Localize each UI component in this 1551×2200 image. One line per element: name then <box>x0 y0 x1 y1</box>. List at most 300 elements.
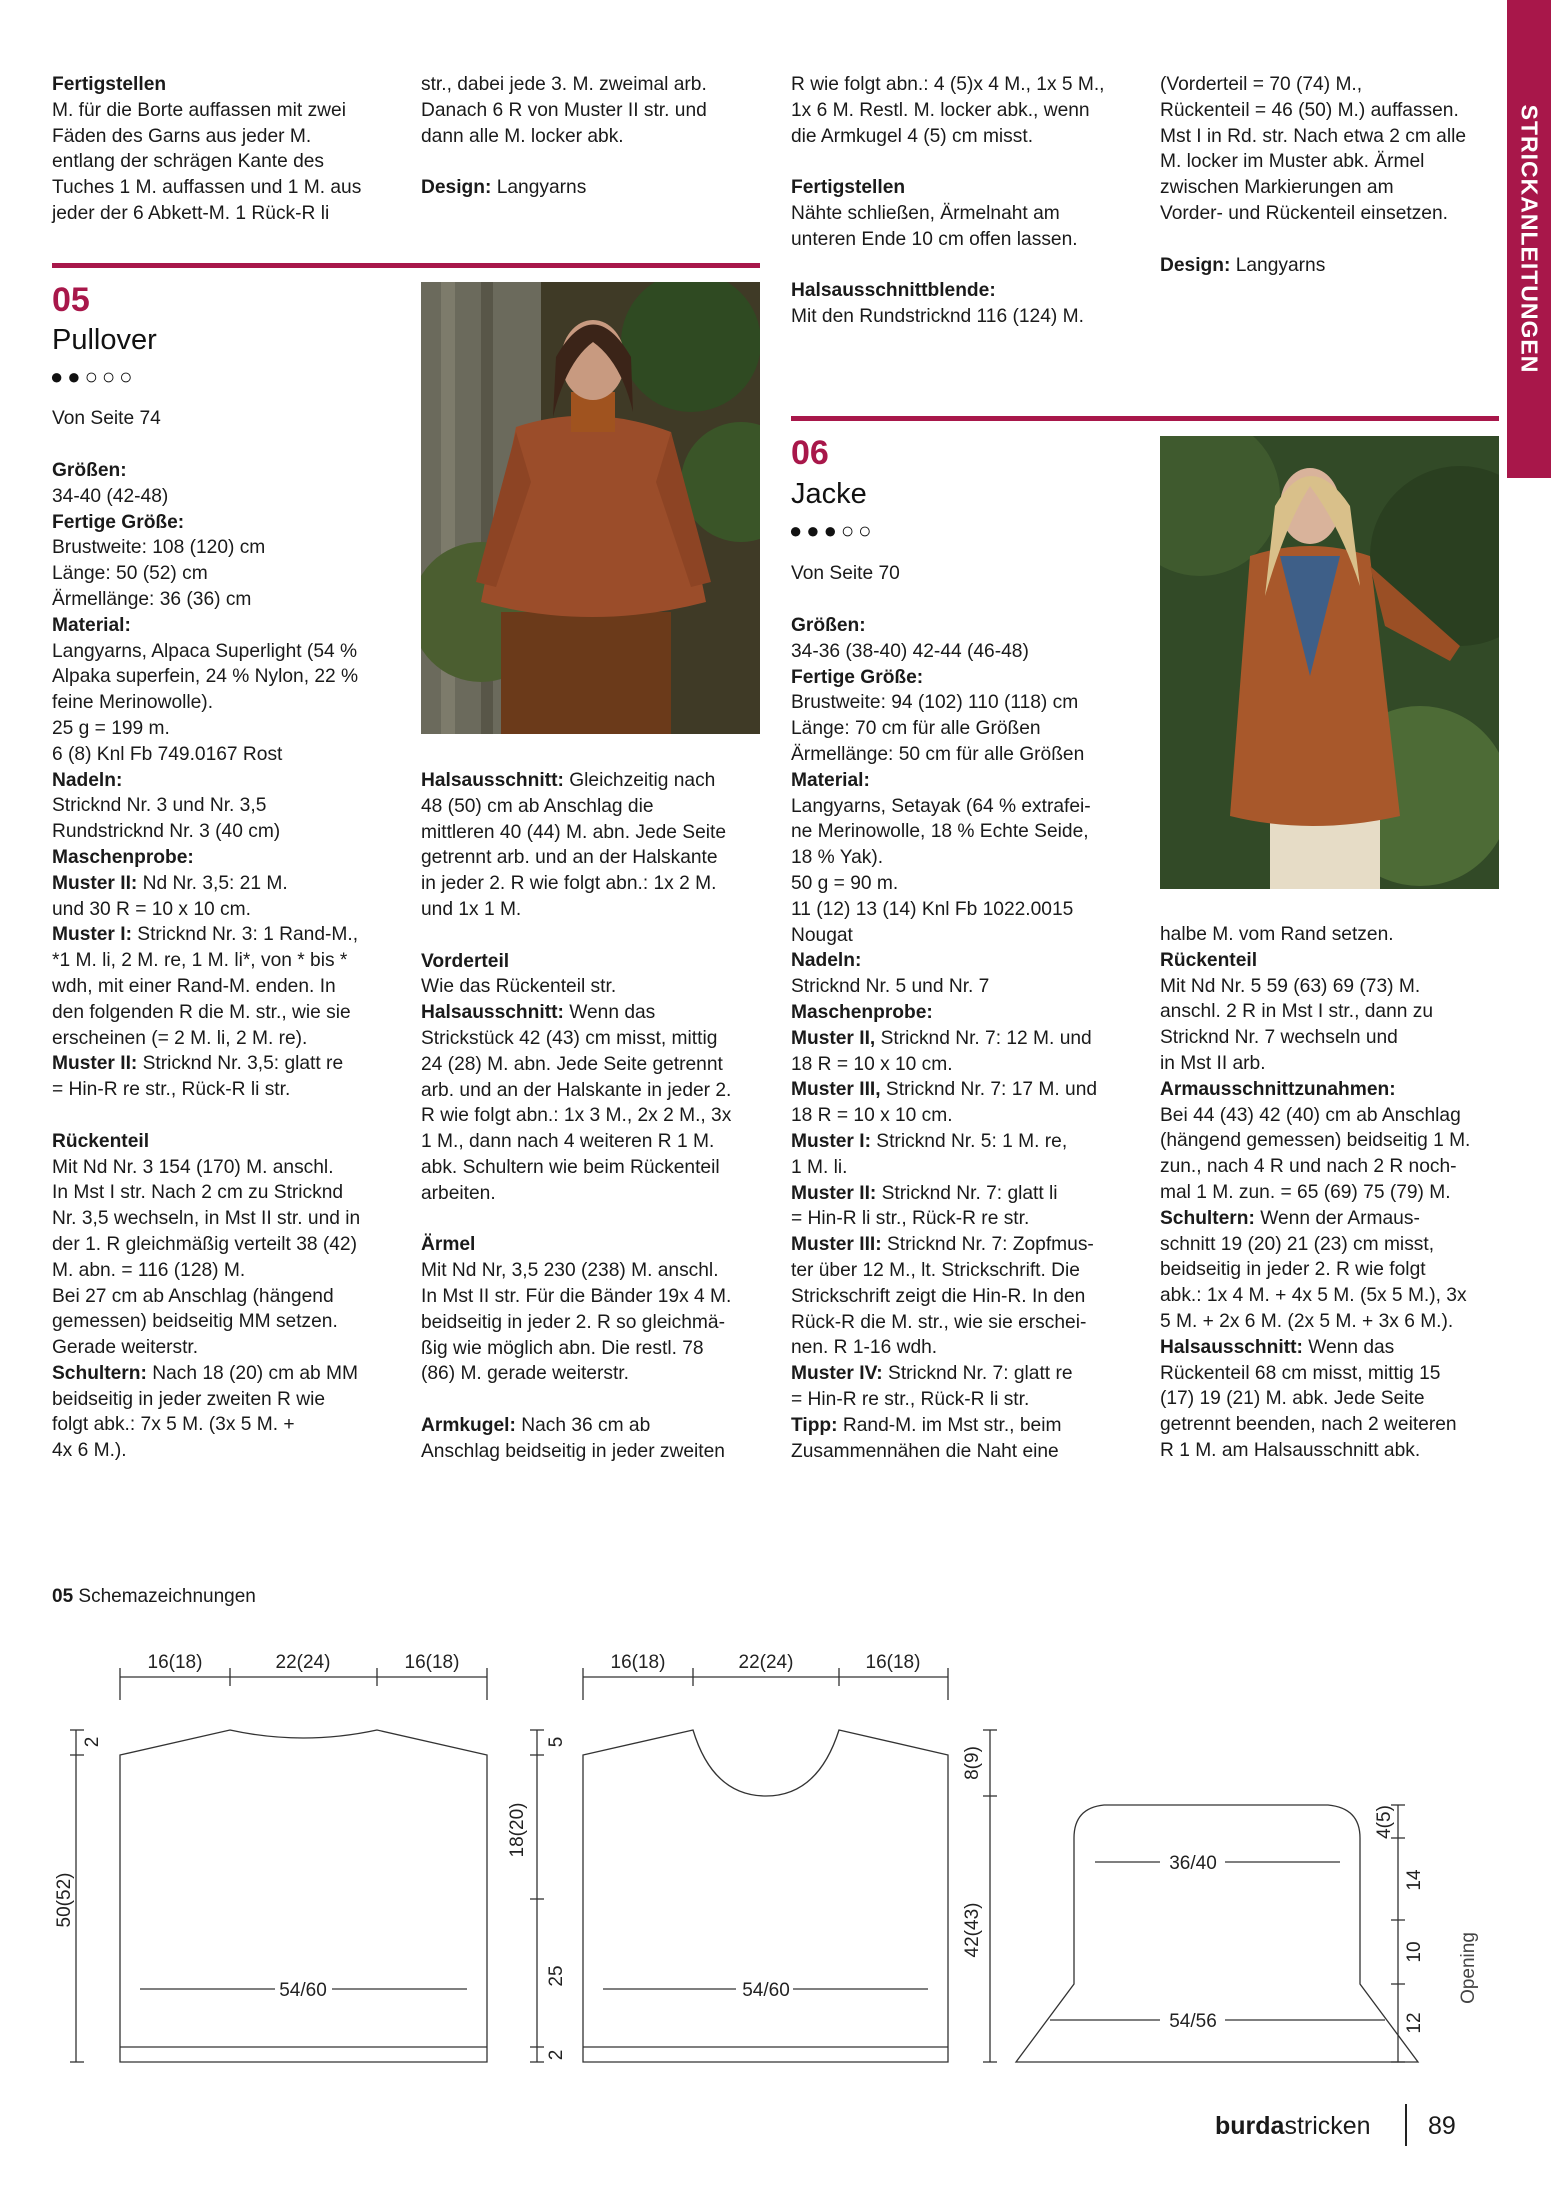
bold-label: Armausschnittzunahmen: <box>1160 1078 1396 1100</box>
brand-bold: burda <box>1215 2112 1285 2140</box>
text-line <box>52 690 394 716</box>
column-2-top <box>421 72 763 201</box>
line-text: Rückenteil = 46 (50) M.) auffassen. <box>1160 99 1459 121</box>
line-text: 18 R = 10 x 10 cm. <box>791 1053 953 1075</box>
sleeve-seg-1: 14 <box>1404 1869 1425 1891</box>
line-text: Strickn​d Nr. 3,5: glatt re <box>137 1053 344 1075</box>
sleeve-bottom-width: 54/56 <box>1169 2011 1217 2032</box>
text-line <box>791 690 1133 716</box>
text-line <box>421 98 763 124</box>
line-text: Nd Nr. 3,5: 21 M. <box>137 872 288 894</box>
text-line <box>1160 1335 1502 1361</box>
text-line <box>1160 1154 1502 1180</box>
line-text: der 1. R gleichmäßig verteilt 38 (42) <box>52 1233 357 1255</box>
text-line <box>421 1052 763 1078</box>
text-line <box>791 201 1133 227</box>
caption-text: Schemazeichnungen <box>73 1586 256 1607</box>
text-line <box>421 1439 763 1465</box>
line-text: Mit Nd Nr. 5 59 (63) 69 (73) M. <box>1160 975 1421 997</box>
sleeve-seg-3: 12 <box>1404 2012 1425 2034</box>
line-text: Rundstricknd Nr. 3 (40 cm) <box>52 821 281 843</box>
text-line <box>52 1000 394 1026</box>
line-text: R 1 M. am Halsausschnitt abk. <box>1160 1439 1421 1461</box>
line-text: Mit den Rundstricknd 116 (124) M. <box>791 306 1084 328</box>
line-text: Strickn​d Nr. 7 wechseln und <box>1160 1027 1398 1049</box>
bold-label: Größen: <box>52 460 127 481</box>
line-text: beidseitig in jeder zweiten R wie <box>52 1388 326 1410</box>
line-text: zwischen Markierungen am <box>1160 177 1394 199</box>
line-text: 34-36 (38-40) 42-44 (46-48) <box>791 640 1029 662</box>
line-text: Mit Nd Nr. 3 154 (170) M. anschl. <box>52 1156 334 1178</box>
line-text: nen. R 1-16 wdh. <box>791 1337 938 1359</box>
text-line <box>1160 1051 1502 1077</box>
from-page <box>791 561 1133 587</box>
line-text: Rand-M. im Mst str., beim <box>837 1414 1062 1436</box>
line-text: (17) 19 (21) M. abk. Jede Seite <box>1160 1388 1425 1410</box>
from-page-text: Von Seite 70 <box>791 563 900 584</box>
line-text: Langyarns, Setayak (64 % extrafei- <box>791 795 1091 817</box>
pattern-06-number: 06 <box>791 434 829 472</box>
text-line <box>52 149 394 175</box>
line-text: Wenn der Armaus- <box>1254 1207 1420 1229</box>
bold-label: Tipp: <box>791 1414 838 1436</box>
text-line <box>52 1051 394 1077</box>
text-line <box>421 974 763 1000</box>
bold-label: Muster II: <box>791 1182 877 1204</box>
line-text: Mst I in Rd. str. Nach etwa 2 cm alle <box>1160 125 1467 147</box>
line-text: Gerade weiterstr. <box>52 1337 199 1359</box>
bold-label: Material: <box>791 769 870 791</box>
text-line <box>1160 201 1502 227</box>
text-line <box>52 458 394 484</box>
sleeve-cap-height: 4(5) <box>1374 1805 1395 1839</box>
line-text: Bei 44 (43) 42 (40) cm ab Anschlag <box>1160 1104 1461 1126</box>
text-line <box>1160 948 1502 974</box>
line-text: dann alle M. locker abk. <box>421 125 624 147</box>
bold-label: Rückenteil <box>52 1130 150 1152</box>
text-line <box>52 664 394 690</box>
line-text: 1 M. li. <box>791 1156 848 1178</box>
text-line <box>791 1232 1133 1258</box>
text-line <box>791 613 1133 639</box>
text-line <box>421 1129 763 1155</box>
text-line <box>791 175 1133 201</box>
text-line <box>421 1181 763 1207</box>
line-text: 48 (50) cm ab Anschlag die <box>421 795 654 817</box>
line-text: (Vorderteil = 70 (74) M., <box>1160 74 1363 95</box>
text-line <box>791 1206 1133 1232</box>
text-line <box>791 845 1133 871</box>
text-line <box>1160 149 1502 175</box>
line-text: = Hin-R re str., Rück-R li str. <box>52 1079 291 1101</box>
line-text: Länge: 50 (52) cm <box>52 563 208 585</box>
bold-label: Halsausschnitt: <box>421 770 564 791</box>
jacket-photo <box>1160 436 1499 889</box>
bold-label: Nadeln: <box>52 769 123 791</box>
line-text: schnitt 19 (20) 21 (23) cm misst, <box>1160 1233 1435 1255</box>
pattern-06-title: Jacke <box>791 478 867 510</box>
line-text: in jeder 2. R wie folgt abn.: 1x 2 M. <box>421 873 717 895</box>
text-line <box>421 1026 763 1052</box>
text-line <box>52 1335 394 1361</box>
line-text: wdh, mit einer Rand-M. enden. In <box>52 975 336 997</box>
line-text: arb. und an der Halskante in jeder 2. <box>421 1079 732 1101</box>
line-text: halbe M. vom Rand setzen. <box>1160 924 1394 945</box>
line-text: Länge: 70 cm für alle Größen <box>791 718 1041 740</box>
sleeve-seg-2: 10 <box>1404 1941 1425 1963</box>
line-text: anschl. 2 R in Mst I str., dann zu <box>1160 1001 1434 1023</box>
text-line <box>791 1077 1133 1103</box>
text-line <box>791 819 1133 845</box>
text-line <box>1160 72 1502 98</box>
schematic-caption <box>52 1586 256 1608</box>
line-text: abk. Schultern wie beim Rückenteil <box>421 1156 720 1178</box>
line-text: 1 M., dann nach 4 weiteren R 1 M. <box>421 1131 715 1153</box>
from-page-text: Von Seite 74 <box>52 408 161 429</box>
text-line <box>1160 1077 1502 1103</box>
line-text: Rück-R die M. str., wie sie erschei- <box>791 1311 1087 1333</box>
text-line <box>52 1180 394 1206</box>
text-line <box>791 1335 1133 1361</box>
line-text: gemessen) beidseitig MM setzen. <box>52 1311 338 1333</box>
line-text: Brustweite: 108 (120) cm <box>52 537 266 559</box>
line-text: ter über 12 M., lt. Strickschrift. Die <box>791 1259 1080 1281</box>
line-text: in Mst II arb. <box>1160 1052 1266 1074</box>
column-4-top <box>1160 72 1502 278</box>
line-text: Strickschrift zeigt die Hin-R. In den <box>791 1285 1086 1307</box>
text-line <box>421 1361 763 1387</box>
text-line <box>791 1155 1133 1181</box>
line-text: Bei 27 cm ab Anschlag (hängend <box>52 1285 334 1307</box>
text-line <box>421 1258 763 1284</box>
text-line <box>52 1361 394 1387</box>
text-line <box>421 1232 763 1258</box>
line-text: 25 g = 199 m. <box>52 717 170 739</box>
line-text: 24 (28) M. abn. Jede Seite getrennt <box>421 1053 723 1075</box>
text-line <box>52 897 394 923</box>
line-text: 50 g = 90 m. <box>791 872 899 894</box>
text-line <box>52 175 394 201</box>
text-line <box>791 1052 1133 1078</box>
text-line <box>791 871 1133 897</box>
line-text: ne Merinowolle, 18 % Echte Seide, <box>791 821 1089 843</box>
bold-label: Fertigstellen <box>791 177 906 199</box>
bold-label: Schultern: <box>52 1362 147 1384</box>
text-line <box>52 1438 394 1464</box>
line-text: jeder der 6 Abkett-M. 1 Rück-R li <box>52 202 330 224</box>
front-neck-depth: 8(9) <box>962 1746 983 1780</box>
text-line <box>791 1103 1133 1129</box>
text-line <box>1160 1025 1502 1051</box>
text-line <box>52 1258 394 1284</box>
text-line <box>52 613 394 639</box>
front-upper-dim: 18(20) <box>507 1802 528 1858</box>
text-line <box>421 820 763 846</box>
text-line <box>52 922 394 948</box>
line-text: Strickn​d Nr. 7: glatt li <box>876 1182 1058 1204</box>
line-text: entlang der schrägen Kante des <box>52 151 325 173</box>
line-text: (86) M. gerade weiterstr. <box>421 1363 629 1385</box>
line-text: Strickn​d Nr. 7: 12 M. und <box>875 1027 1092 1049</box>
line-text: unteren Ende 10 cm offen lassen. <box>791 228 1078 250</box>
bold-label: Armkugel: <box>421 1414 516 1436</box>
pullover-photo <box>421 282 760 734</box>
text-line <box>1160 1232 1502 1258</box>
bold-label: Vorderteil <box>421 950 510 972</box>
text-line <box>791 794 1133 820</box>
line-text: zun., nach 4 R und nach 2 R noch- <box>1160 1156 1457 1178</box>
text-line <box>421 1155 763 1181</box>
line-text: 18 % Yak). <box>791 847 884 869</box>
column-3-top <box>791 72 1133 330</box>
line-text: Langyarns, Alpaca Superlight (54 % <box>52 640 358 662</box>
from-page <box>52 406 394 432</box>
bold-label: Muster I: <box>791 1130 871 1152</box>
line-text: Strickn​d Nr. 7: 17 M. und <box>880 1079 1098 1101</box>
line-text: Nähte schließen, Ärmelnaht am <box>791 202 1060 224</box>
text-line <box>52 510 394 536</box>
bold-label: Muster I: <box>52 924 132 946</box>
bold-label: Rückenteil <box>1160 949 1258 971</box>
text-line <box>421 1284 763 1310</box>
line-text: Tuches 1 M. auffassen und 1 M. aus <box>52 177 362 199</box>
text-line <box>1160 124 1502 150</box>
line-text: mittleren 40 (44) M. abn. Jede Seite <box>421 821 727 843</box>
line-text: Strickn​d Nr. 7: glatt re <box>882 1363 1073 1385</box>
text-line <box>421 768 763 794</box>
line-text: R wie folgt abn.: 4 (5)x 4 M., 1x 5 M., <box>791 74 1105 95</box>
line-text: Strickn​d Nr. 7: Zopfmus- <box>881 1234 1094 1256</box>
text-line <box>52 561 394 587</box>
footer-brand <box>1215 2112 1371 2141</box>
text-line <box>52 819 394 845</box>
bold-label: Maschenprobe: <box>52 846 194 868</box>
difficulty-rating: ●●○○○ <box>50 364 137 389</box>
front-lower-dim: 25 <box>546 1965 567 1987</box>
bold-label: Muster II, <box>791 1027 876 1049</box>
text-line <box>421 871 763 897</box>
line-text: 18 R = 10 x 10 cm. <box>791 1105 953 1127</box>
brand-rest: stricken <box>1284 2112 1371 2140</box>
line-text: Wie das Rückenteil str. <box>421 976 617 998</box>
line-text: In Mst II str. Für die Bänder 19x 4 M. <box>421 1285 732 1307</box>
line-text: Stricknd Nr. 3 und Nr. 3,5 <box>52 795 267 817</box>
text-line <box>421 794 763 820</box>
difficulty-rating: ●●●○○ <box>789 518 876 543</box>
text-line <box>791 923 1133 949</box>
text-line <box>52 1026 394 1052</box>
line-text: 34-40 (42-48) <box>52 485 169 507</box>
line-text: den folgenden R die M. str., wie sie <box>52 1001 351 1023</box>
text-line <box>52 845 394 871</box>
pattern-05-number: 05 <box>52 281 90 319</box>
line-text: 4x 6 M.). <box>52 1440 127 1462</box>
line-text: = Hin-R re str., Rück-R li str. <box>791 1388 1030 1410</box>
bold-label: Muster II: <box>52 1053 138 1075</box>
column-1-top <box>52 72 394 227</box>
text-line <box>1160 253 1502 279</box>
text-line <box>1160 1103 1502 1129</box>
line-text: 6 (8) Knl Fb 749.0167 Rost <box>52 743 283 765</box>
text-line <box>791 974 1133 1000</box>
section-tab-label: STRICKANLEITUNGEN <box>1516 104 1543 374</box>
front-width-left: 16(18) <box>610 1652 666 1673</box>
line-text: Strickn​d Nr. 3: 1 Rand-M., <box>131 924 359 946</box>
line-text: feine Merinowolle). <box>52 692 214 714</box>
line-text: beidseitig in jeder 2. R so gleichmä- <box>421 1311 725 1333</box>
line-text: Alpaka superfein, 24 % Nylon, 22 % <box>52 666 359 688</box>
bold-label: Ärmel <box>421 1234 476 1256</box>
text-line <box>421 72 763 98</box>
text-line <box>791 1026 1133 1052</box>
line-text: Anschlag beidseitig in jeder zweiten <box>421 1440 725 1462</box>
line-text: M. für die Borte auffassen mit zwei <box>52 99 346 121</box>
bold-label: Muster III: <box>791 1234 882 1256</box>
back-width: 54/60 <box>279 1980 327 2001</box>
text-line <box>52 124 394 150</box>
text-line <box>1160 1309 1502 1335</box>
sleeve-top-width: 36/40 <box>1169 1853 1217 1874</box>
text-line <box>52 1129 394 1155</box>
text-line <box>52 72 394 98</box>
line-text: ßig wie möglich abn. Die restl. 78 <box>421 1337 704 1359</box>
text-line <box>1160 1257 1502 1283</box>
line-text: Nach 18 (20) cm ab MM <box>146 1362 359 1384</box>
line-text: Wenn das <box>563 1002 656 1024</box>
bold-label: Halsausschnittblende: <box>791 280 996 302</box>
bold-label: Größen: <box>791 615 866 636</box>
text-line <box>791 1310 1133 1336</box>
text-line <box>52 1206 394 1232</box>
text-line <box>1160 1283 1502 1309</box>
line-text: Gleichzeitig nach <box>563 770 716 791</box>
bold-label: Fertige Größe: <box>52 511 185 533</box>
front-body-length: 42(43) <box>962 1902 983 1958</box>
text-line <box>791 124 1133 150</box>
line-text: abk.: 1x 4 M. + 4x 5 M. (5x 5 M.), 3x <box>1160 1285 1467 1307</box>
line-text: R wie folgt abn.: 1x 3 M., 2x 2 M., 3x <box>421 1105 732 1127</box>
bold-label: Design: <box>1160 254 1231 276</box>
text-line <box>52 974 394 1000</box>
text-line <box>52 1232 394 1258</box>
line-text: (hängend gemessen) beidseitig 1 M. <box>1160 1130 1471 1152</box>
text-line <box>791 304 1133 330</box>
text-line <box>52 484 394 510</box>
bold-label: Material: <box>52 614 131 636</box>
caption-number: 05 <box>52 1586 74 1607</box>
text-line <box>791 98 1133 124</box>
line-text: *1 M. li, 2 M. re, 1 M. li*, von * bis * <box>52 950 348 972</box>
bold-label: Halsausschnitt: <box>421 1002 564 1024</box>
text-line <box>52 639 394 665</box>
bold-label: Maschenprobe: <box>791 1001 933 1023</box>
text-line <box>52 1077 394 1103</box>
line-text: und 30 R = 10 x 10 cm. <box>52 898 251 920</box>
line-text: folgt abk.: 7x 5 M. (3x 5 M. + <box>52 1414 295 1436</box>
text-line <box>791 72 1133 98</box>
line-text: mal 1 M. zun. = 65 (69) 75 (79) M. <box>1160 1181 1451 1203</box>
text-line <box>52 716 394 742</box>
text-line <box>52 768 394 794</box>
text-line <box>1160 922 1502 948</box>
footer-divider <box>1405 2104 1407 2146</box>
line-text: erscheinen (= 2 M. li, 2 M. re). <box>52 1027 308 1049</box>
back-neck-depth: 2 <box>82 1736 103 1748</box>
back-width-right: 16(18) <box>404 1652 460 1673</box>
back-width-mid: 22(24) <box>275 1652 331 1673</box>
line-text: In Mst I str. Nach 2 cm zu Strickn​d <box>52 1182 344 1204</box>
text-line <box>791 227 1133 253</box>
text-line <box>421 124 763 150</box>
text-line <box>421 949 763 975</box>
line-text: Langyarns <box>1230 254 1326 276</box>
schematic-drawings <box>0 1620 1551 2080</box>
line-text: str., dabei jede 3. M. zweimal arb. <box>421 74 707 95</box>
text-line <box>1160 1386 1502 1412</box>
text-line <box>52 201 394 227</box>
text-line <box>791 1181 1133 1207</box>
text-line <box>791 1413 1133 1439</box>
text-line <box>52 1155 394 1181</box>
sleeve-opening-label: Opening <box>1458 1932 1479 2004</box>
bold-label: Fertigstellen <box>52 74 167 95</box>
text-line <box>791 897 1133 923</box>
text-line <box>791 639 1133 665</box>
line-text: = Hin-R li str., Rück-R re str. <box>791 1208 1030 1230</box>
text-line <box>421 897 763 923</box>
text-line <box>1160 999 1502 1025</box>
text-line <box>52 1309 394 1335</box>
column-2-body <box>421 768 763 1465</box>
bold-label: Muster III, <box>791 1079 881 1101</box>
text-line <box>791 768 1133 794</box>
text-line <box>52 1387 394 1413</box>
line-text: arbeiten. <box>421 1182 496 1204</box>
text-line <box>791 1258 1133 1284</box>
line-text: die Armkugel 4 (5) cm misst. <box>791 125 1034 147</box>
text-line <box>52 587 394 613</box>
pattern-05-title: Pullover <box>52 324 157 356</box>
text-line <box>791 1387 1133 1413</box>
text-line <box>791 1000 1133 1026</box>
line-text: Ärmellänge: 50 cm für alle Größen <box>791 743 1085 765</box>
back-width-left: 16(18) <box>147 1652 203 1673</box>
text-line <box>421 1336 763 1362</box>
text-line <box>791 1129 1133 1155</box>
line-text: Wenn das <box>1302 1336 1395 1358</box>
line-text: 5 M. + 2x 6 M. (2x 5 M. + 3x 6 M.). <box>1160 1310 1454 1332</box>
text-line <box>421 845 763 871</box>
text-line <box>421 1103 763 1129</box>
line-text: Strickstück 42 (43) cm misst, mittig <box>421 1027 718 1049</box>
text-line <box>52 535 394 561</box>
line-text: Ärmellänge: 36 (36) cm <box>52 588 252 610</box>
front-width-mid: 22(24) <box>738 1652 794 1673</box>
section-tab <box>1507 0 1551 478</box>
line-text: beidseitig in jeder 2. R wie folgt <box>1160 1259 1426 1281</box>
text-line <box>1160 175 1502 201</box>
bold-label: Nadeln: <box>791 950 862 972</box>
line-text: M. locker im Muster abk. Ärmel <box>1160 151 1425 173</box>
text-line <box>1160 1438 1502 1464</box>
column-3-body <box>791 613 1133 1464</box>
text-line <box>791 742 1133 768</box>
line-text: und 1x 1 M. <box>421 898 522 920</box>
line-text: Nougat <box>791 924 853 946</box>
line-text: Zusammennähen die Naht eine <box>791 1440 1059 1462</box>
back-length: 50(52) <box>54 1872 75 1928</box>
text-line <box>1160 1206 1502 1232</box>
